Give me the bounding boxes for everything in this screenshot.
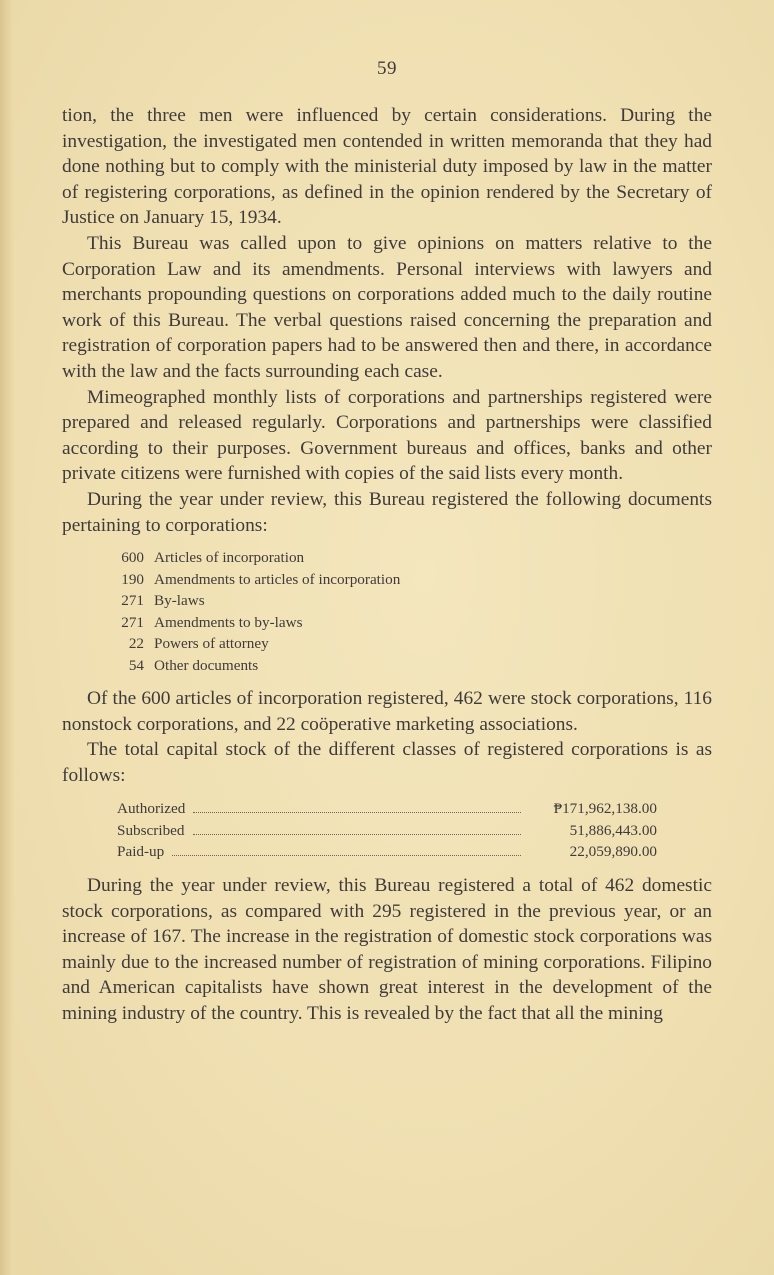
leader-dots [193, 811, 521, 813]
document-label: Amendments to articles of incorporation [154, 570, 401, 588]
table-row [117, 798, 657, 820]
document-count: 54 [128, 656, 144, 674]
list-item [117, 633, 712, 655]
table-row [117, 841, 657, 863]
paragraph-continued: tion, the three men were influenced by certain considerations. During the investigation, the investigated men contended in written memoranda that they had done nothing but to comply with the ministerial duty imposed by law in the matter of registering corporations, as defined in the opinion rendered by the Secretary of Justice on January 15, 1934. [62, 105, 712, 229]
page-number: 59 [377, 58, 397, 79]
capital-value: 51,886,443.00 [569, 821, 657, 839]
page-edge-shadow [0, 0, 14, 1275]
leader-dots [172, 854, 521, 856]
document-count: 600 [121, 549, 144, 567]
paragraph-domestic-stock: During the year under review, this Bureau registered a total of 462 domestic stock corporations, as compared with 295 registered in the previous year, or an increase of 167. The increase in the registration of domestic stock corporations was mainly due to the increased number of registration of mining corporations. Filipino and American capitalists have shown great interest in the development of the mining industry of the country. This is revealed by the fact that all the mining [62, 874, 712, 1024]
list-item [117, 612, 712, 634]
table-row [117, 820, 657, 842]
document-count: 271 [121, 592, 144, 610]
capital-label: Authorized [117, 800, 186, 818]
capital-label: Paid-up [117, 843, 165, 861]
list-item [117, 655, 712, 677]
document-label: Other documents [154, 656, 259, 674]
paragraph-articles-breakdown: Of the 600 articles of incorporation registered, 462 were stock corporations, 116 nonstock corporations, and 22 coöperative marketing associations. [62, 688, 712, 735]
list-item [117, 547, 712, 569]
capital-value: ₱171,962,138.00 [553, 800, 657, 818]
leader-dots [193, 833, 522, 835]
capital-stock-table [117, 798, 657, 863]
page-body [62, 103, 712, 1027]
document-label: Amendments to by-laws [154, 613, 303, 631]
paragraph-capital-intro: The total capital stock of the different classes of registered corporations is as follows: [62, 739, 712, 786]
document-label: Powers of attorney [154, 635, 269, 653]
document-count: 190 [121, 570, 144, 588]
document-count: 22 [128, 635, 144, 653]
document-label: By-laws [154, 592, 205, 610]
paragraph-documents-intro: During the year under review, this Bureau registered the following documents pertaining to corporations: [62, 488, 712, 536]
document-count: 271 [121, 613, 144, 631]
capital-value: 22,059,890.00 [569, 843, 657, 861]
list-item [117, 590, 712, 612]
documents-list [117, 547, 712, 676]
document-label: Articles of incorporation [154, 549, 305, 567]
capital-label: Subscribed [117, 821, 185, 839]
paragraph-mimeographed-lists: Mimeographed monthly lists of corporations and partnerships registered were prepared and released regularly. Corporations and partnerships were classified according to their purposes. Government bureaus and offices, banks and other private citizens were furnished with copies of the said lists every month. [62, 386, 712, 485]
list-item [117, 569, 712, 591]
paragraph-opinions: This Bureau was called upon to give opinions on matters relative to the Corporation Law and its amendments. Personal interviews with lawyers and merchants propounding questions on corporations added much to the daily routine work of this Bureau. The verbal questions raised concerning the preparation and registration of corporation papers had to be answered then and there, in accordance with the law and the facts surrounding each case. [62, 232, 712, 382]
